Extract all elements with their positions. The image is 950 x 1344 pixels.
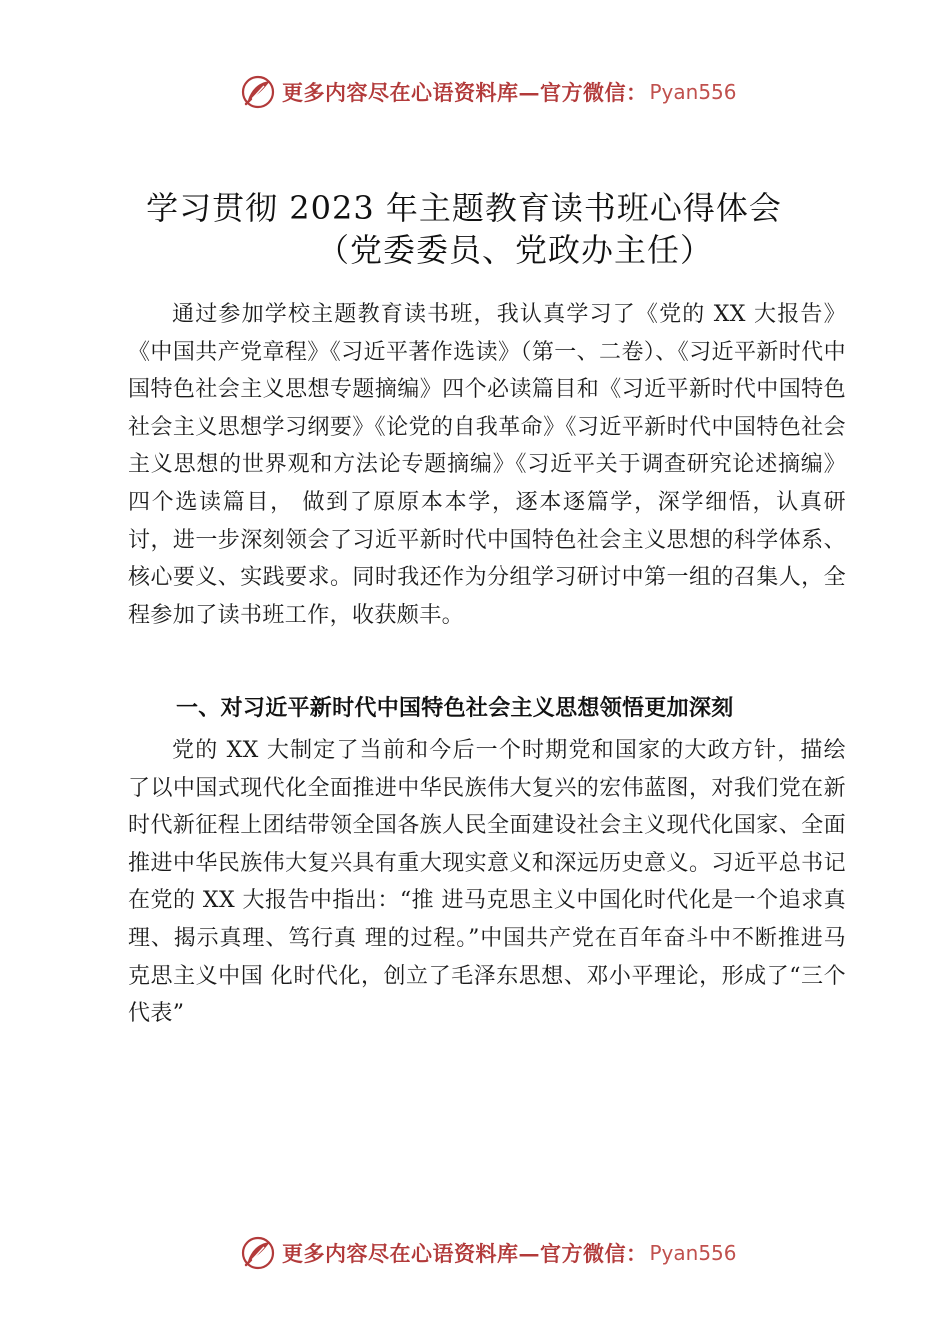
body-paragraph-2-block	[128, 732, 846, 1033]
section-heading-1: 一、对习近平新时代中国特色社会主义思想领悟更加深刻	[176, 696, 734, 721]
watermark-text: 更多内容尽在心语资料库—官方微信：	[282, 80, 648, 105]
footer-watermark	[240, 1233, 737, 1273]
watermark-text: 更多内容尽在心语资料库—官方微信：	[282, 1241, 648, 1266]
document-subtitle: （党委委员、党政办主任）	[316, 231, 713, 269]
watermark-contact: Pyan556	[649, 1241, 737, 1265]
body-paragraph: 党的 XX 大制定了当前和今后一个时期党和国家的大政方针，描绘了以中国式现代化全面推进中华民族伟大复兴的宏伟蓝图，对我们党在新时代新征程上团结带领全国各族人民全面建设社会主义现代化国家、全面推进中华民族伟大复兴具有重大现实意义和深远历史意义。习近平总书记在党的 XX 大报告中指出：“推 进马克思主义中国化时代化是一个追求真理、揭示真理、笃行真 理的过程。”中国共产党在百年奋斗中不断推进马克思主义中国 化时代化，创立了毛泽东思想、邓小平理论，形成了“三个代表”	[128, 738, 846, 1027]
body-paragraph: 通过参加学校主题教育读书班，我认真学习了《党的 XX 大报告》《中国共产党章程》《习近平著作选读》（第一、二卷）、《习近平新时代中国特色社会主义思想专题摘编》四个必读篇目和《习近平新时代中国特色社会主义思想学习纲要》《论党的自我革命》《习近平新时代中国特色社会主义思想的世界观和方法论专题摘编》《习近平关于调查研究论述摘编》四个选读篇目， 做到了原原本本学，逐本逐篇学，深学细悟，认真研讨，进一步深刻领会了习近平新时代中国特色社会主义思想的科学体系、核心要义、实践要求。同时我还作为分组学习研讨中第一组的召集人，全程参加了读书班工作，收获颇丰。	[128, 302, 846, 628]
leaf-pen-logo-icon	[240, 74, 276, 110]
header-watermark	[240, 72, 737, 112]
leaf-pen-logo-icon	[240, 1235, 276, 1271]
watermark-contact: Pyan556	[649, 80, 737, 104]
body-paragraph-1-block	[128, 296, 846, 634]
document-title: 学习贯彻 2023 年主题教育读书班心得体会	[146, 189, 782, 227]
